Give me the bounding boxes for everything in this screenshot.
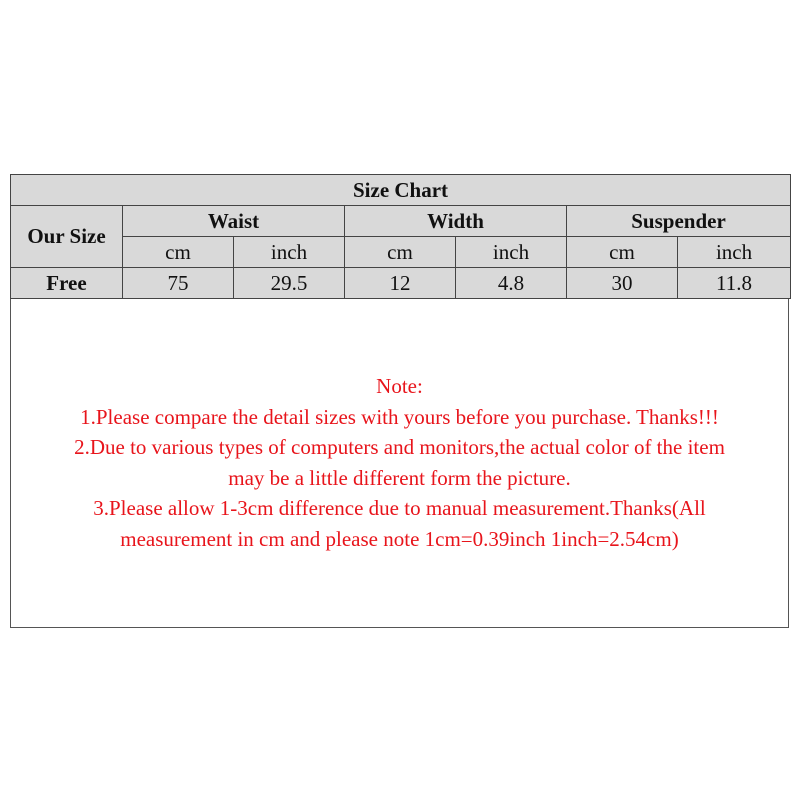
unit-header-width-inch: inch <box>456 237 567 268</box>
unit-header-suspender-cm: cm <box>567 237 678 268</box>
table-title: Size Chart <box>11 175 791 206</box>
suspender-inch-cell: 11.8 <box>678 268 791 299</box>
size-label-cell: Free <box>11 268 123 299</box>
waist-inch-cell: 29.5 <box>234 268 345 299</box>
unit-header-waist-cm: cm <box>123 237 234 268</box>
size-chart-table <box>10 174 791 299</box>
our-size-header: Our Size <box>11 206 123 268</box>
unit-header-waist-inch: inch <box>234 237 345 268</box>
note-line-2: 2.Due to various types of computers and monitors,the actual color of the item <box>74 435 725 459</box>
table-row <box>11 268 791 299</box>
suspender-cm-cell: 30 <box>567 268 678 299</box>
unit-header-row <box>11 237 791 268</box>
note-block <box>11 371 788 554</box>
size-chart-sheet <box>10 174 789 628</box>
waist-cm-cell: 75 <box>123 268 234 299</box>
unit-header-suspender-inch: inch <box>678 237 791 268</box>
group-header-width: Width <box>345 206 567 237</box>
group-header-suspender: Suspender <box>567 206 791 237</box>
group-header-waist: Waist <box>123 206 345 237</box>
width-cm-cell: 12 <box>345 268 456 299</box>
note-line-1: 1.Please compare the detail sizes with yours before you purchase. Thanks!!! <box>80 404 719 429</box>
note-heading: Note: <box>376 374 423 398</box>
note-line-5: measurement in cm and please note 1cm=0.39inch 1inch=2.54cm) <box>120 526 679 551</box>
group-header-row <box>11 206 791 237</box>
width-inch-cell: 4.8 <box>456 268 567 299</box>
unit-header-width-cm: cm <box>345 237 456 268</box>
note-line-4: 3.Please allow 1-3cm difference due to manual measurement.Thanks(All <box>93 496 706 520</box>
note-line-3: may be a little different form the picture. <box>228 465 571 490</box>
title-row <box>11 175 791 206</box>
